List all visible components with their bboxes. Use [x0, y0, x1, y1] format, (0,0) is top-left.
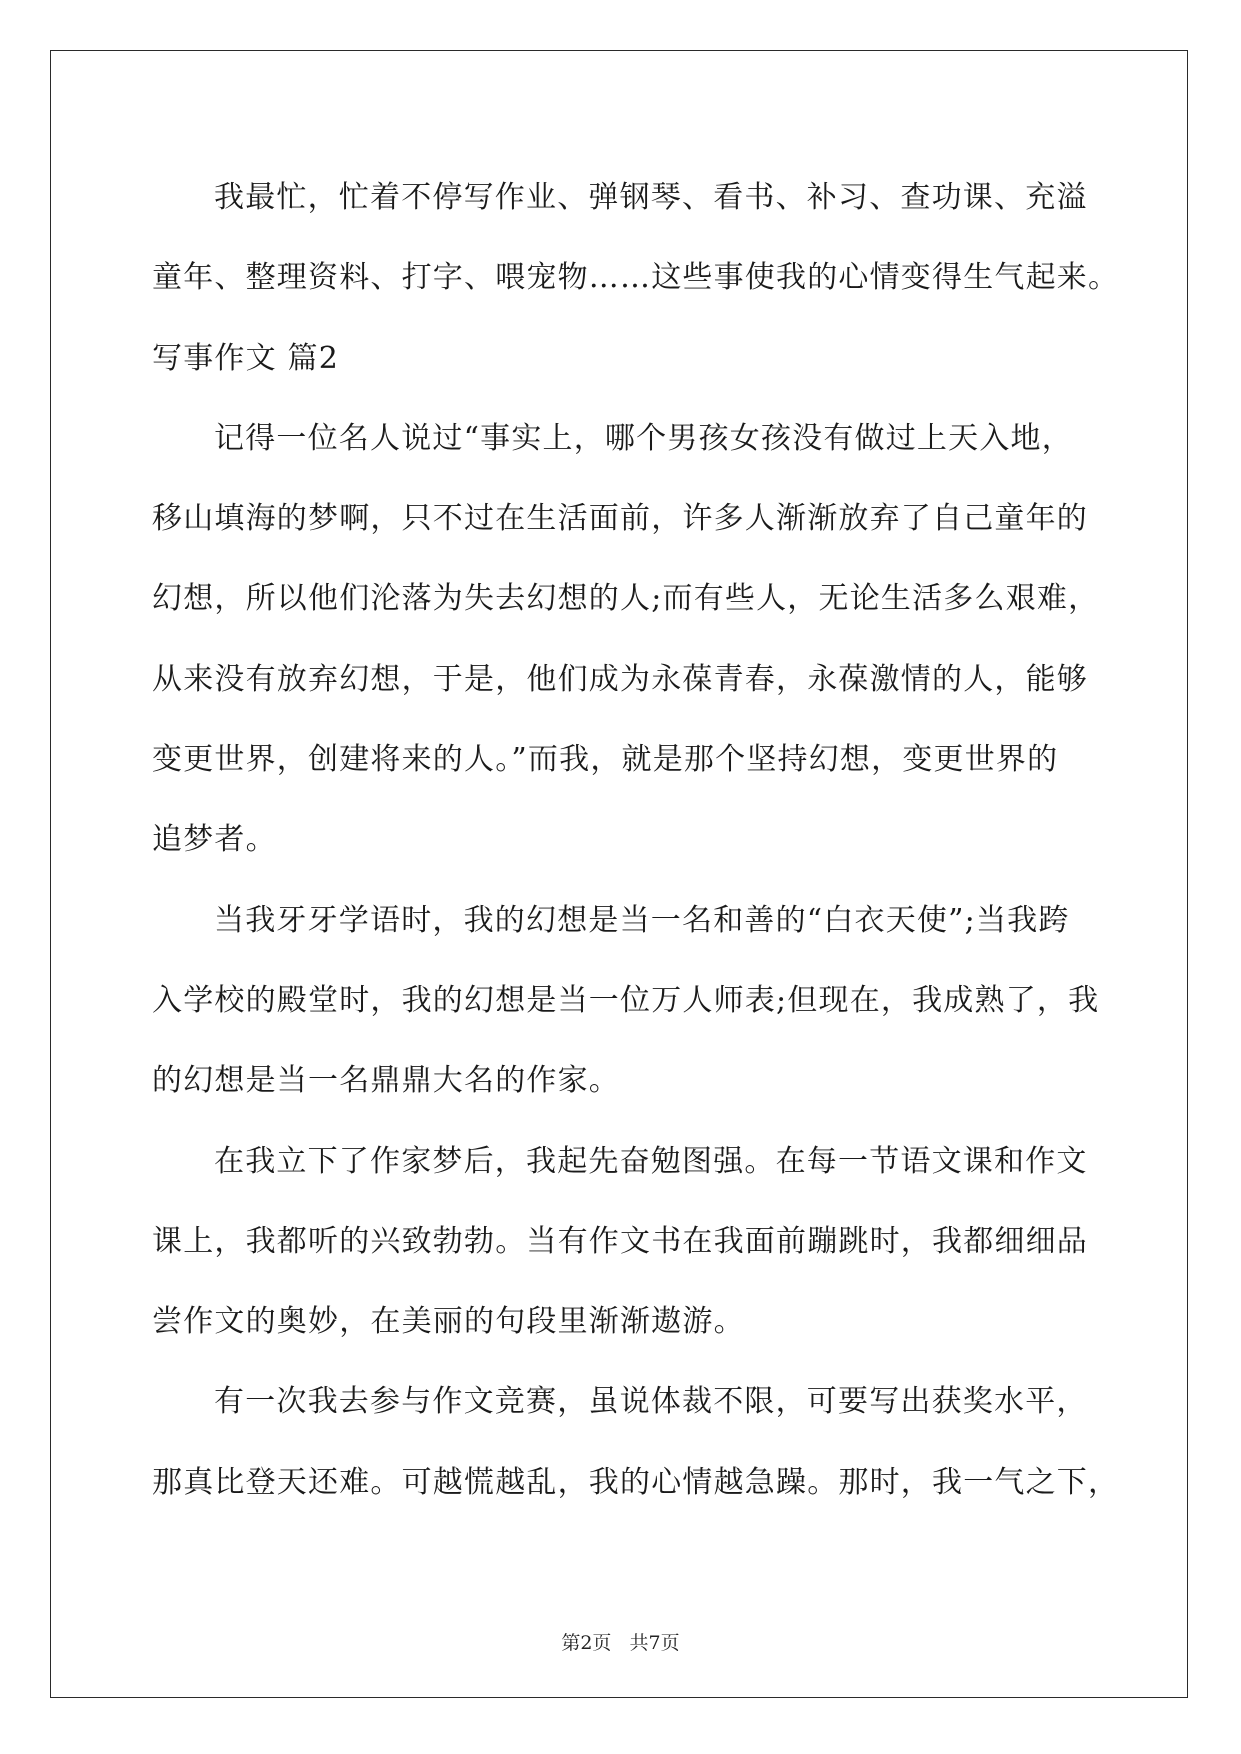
text-line: 移山填海的梦啊，只不过在生活面前，许多人渐渐放弃了自己童年的: [152, 501, 1088, 537]
document-body: [152, 158, 1120, 1523]
page-number: 第2页 共7页: [561, 1632, 680, 1654]
text-line: 课上，我都听的兴致勃勃。当有作文书在我面前蹦跳时，我都细细品: [152, 1223, 1088, 1259]
section-heading: 写事作文 篇2: [152, 340, 340, 376]
text-line: 那真比登天还难。可越慌越乱，我的心情越急躁。那时，我一气之下，: [152, 1464, 1120, 1500]
text-line: 入学校的殿堂时，我的幻想是当一位万人师表;但现在，我成熟了，我: [152, 982, 1100, 1018]
text-line: 童年、整理资料、打字、喂宠物……这些事使我的心情变得生气起来。: [152, 260, 1120, 296]
text-line: 的幻想是当一名鼎鼎大名的作家。: [152, 1063, 620, 1099]
text-line: 尝作文的奥妙，在美丽的句段里渐渐遨游。: [152, 1304, 745, 1340]
text-line: 追梦者。: [152, 822, 277, 858]
text-line: 有一次我去参与作文竞赛，虽说体裁不限，可要写出获奖水平，: [214, 1384, 1088, 1420]
text-line: 当我牙牙学语时，我的幻想是当一名和善的“白衣天使”;当我跨: [214, 902, 1070, 938]
text-line: 在我立下了作家梦后，我起先奋勉图强。在每一节语文课和作文: [214, 1143, 1088, 1179]
text-line: 记得一位名人说过“事实上，哪个男孩女孩没有做过上天入地，: [214, 420, 1073, 456]
text-line: 从来没有放弃幻想，于是，他们成为永葆青春，永葆激情的人，能够: [152, 661, 1088, 697]
text-line: 我最忙，忙着不停写作业、弹钢琴、看书、补习、查功课、充溢: [214, 180, 1088, 215]
text-line: 变更世界，创建将来的人。”而我，就是那个坚持幻想，变更世界的: [152, 742, 1059, 778]
text-line: 幻想，所以他们沦落为失去幻想的人;而有些人，无论生活多么艰难，: [152, 581, 1100, 617]
